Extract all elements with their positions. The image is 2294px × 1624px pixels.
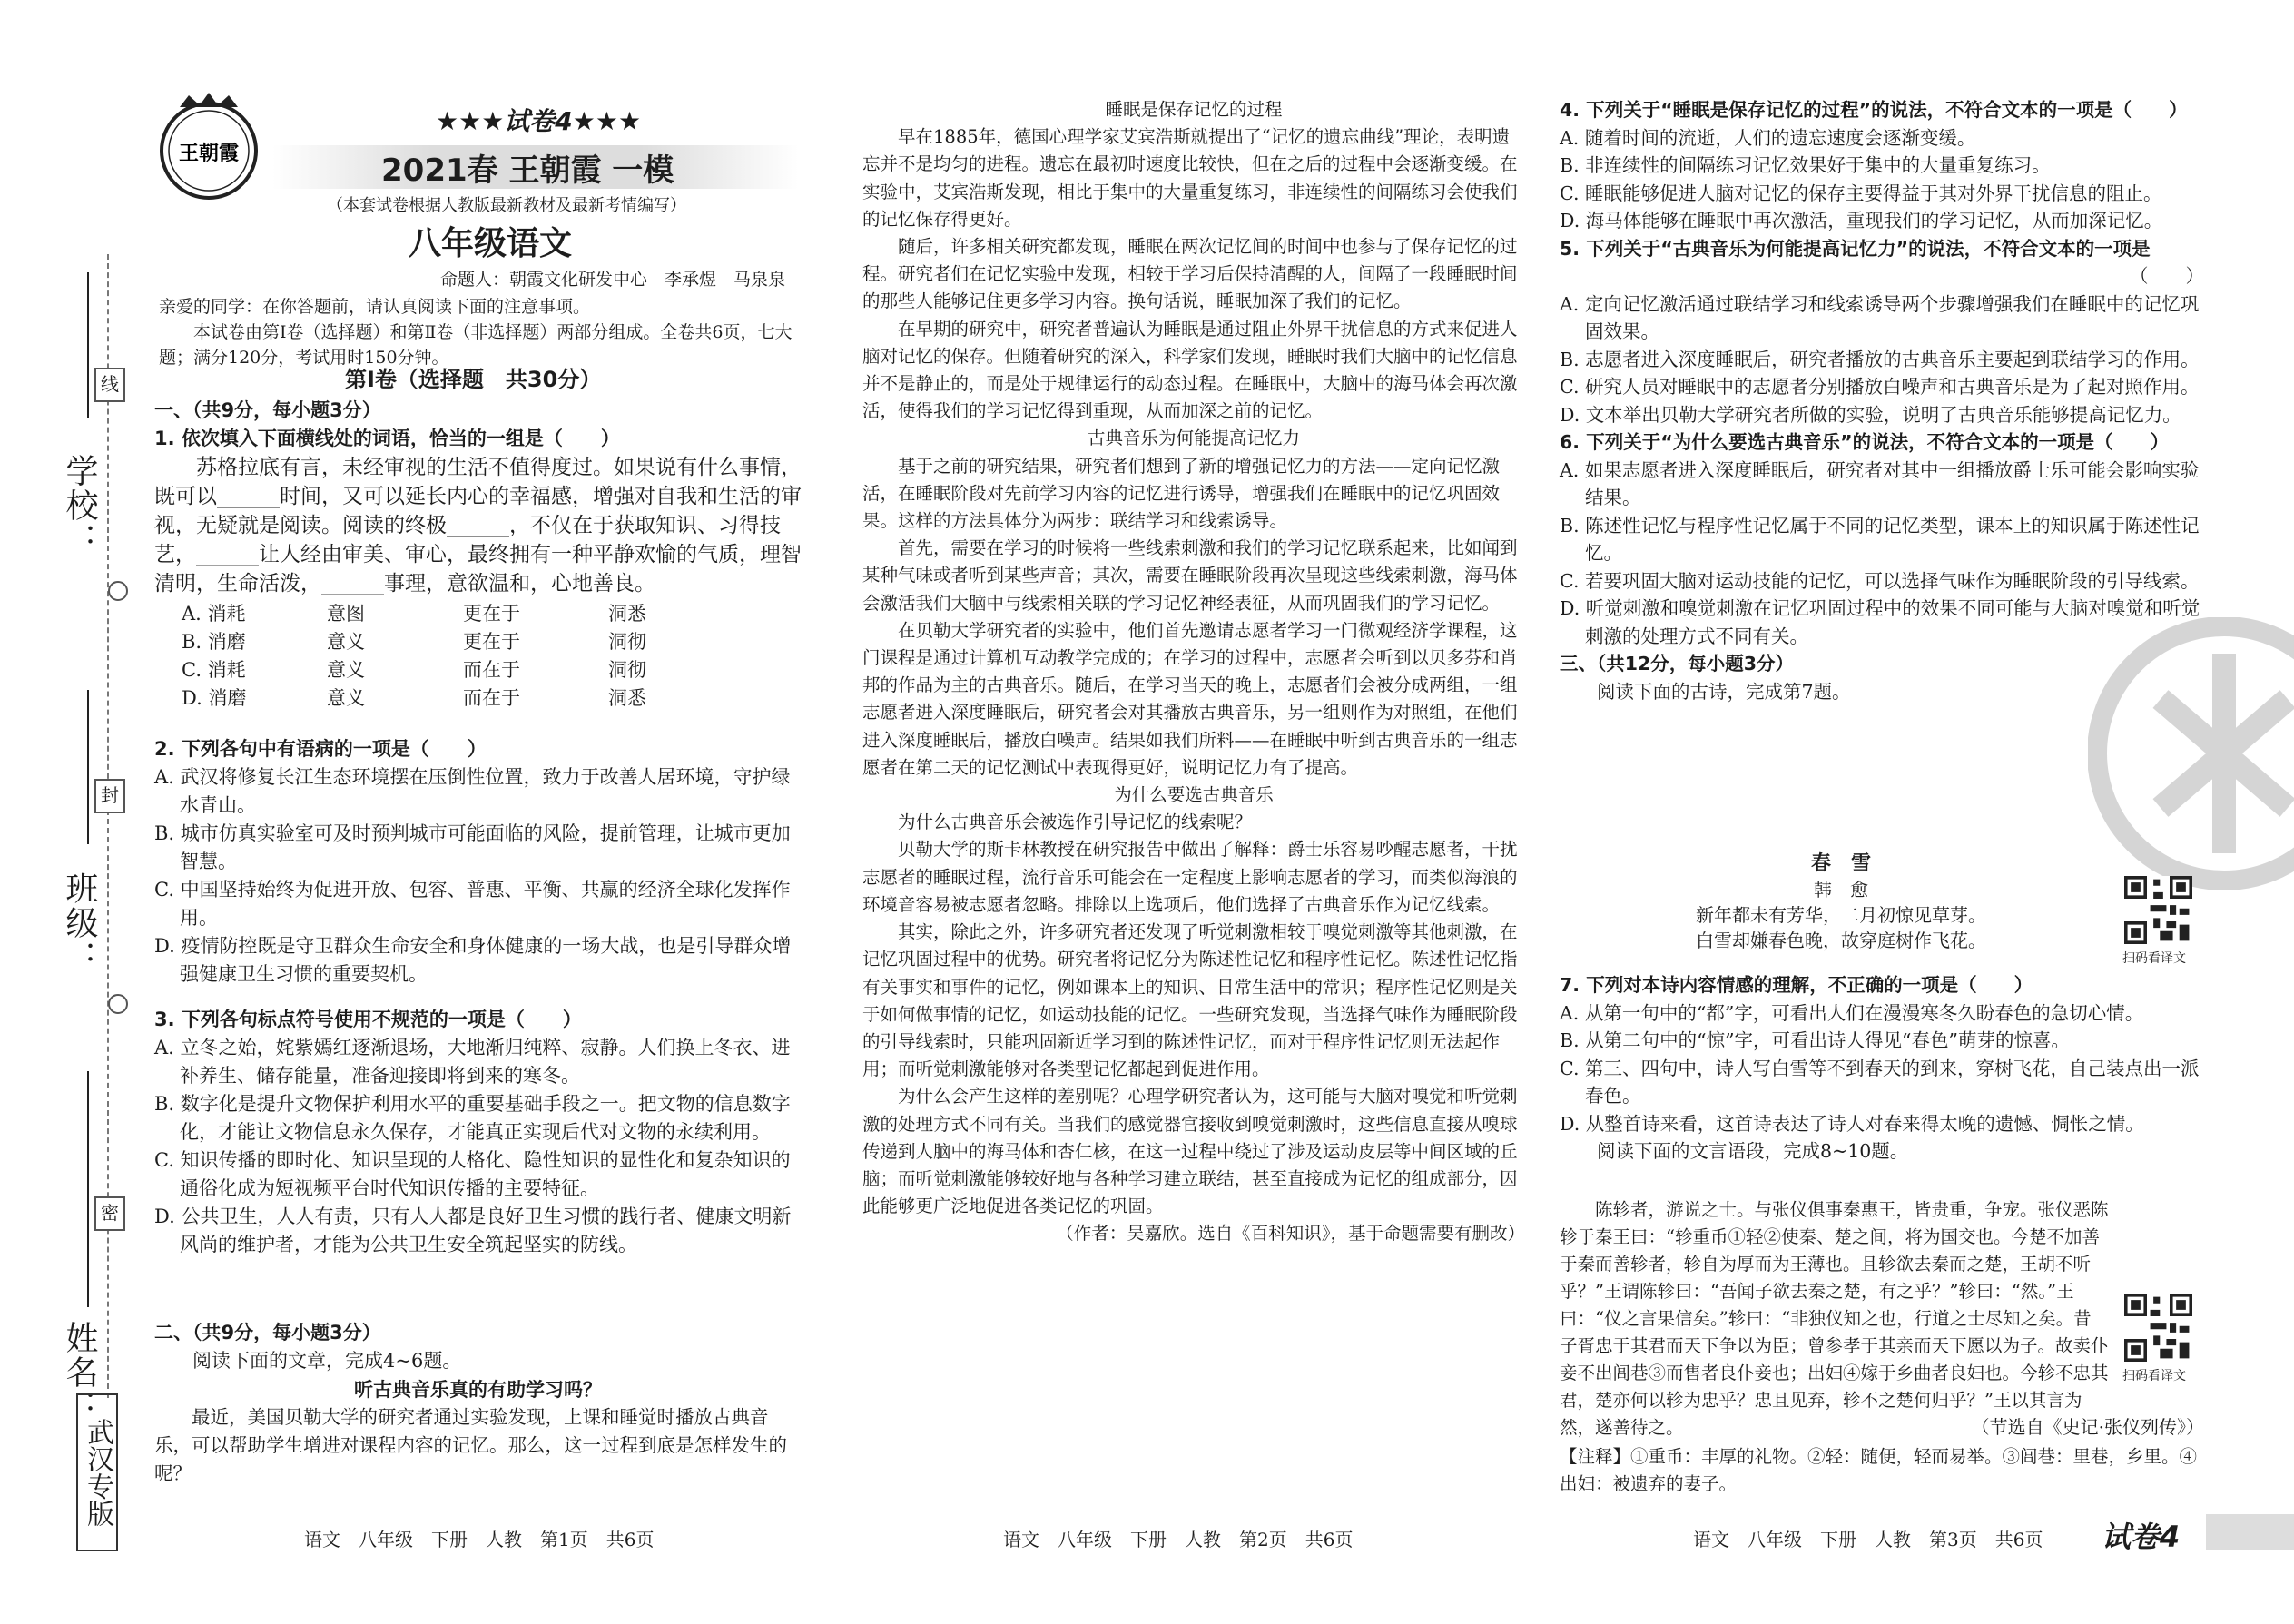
article-paragraph: 其实，除此之外，许多研究者还发现了听觉刺激相较于嗅觉刺激等其他刺激，在记忆巩固过程中的优势。研究者将记忆分为陈述性记忆和程序性记忆。陈述性记忆指有关事实和事件的记忆，例如课本上的知识、日常生活中的常识；程序性记忆则是关于如何做事情的记忆，如运动技能的记忆。一些研究发现，当选择气味作为睡眠阶段的引导线索时，只能巩固新近学习到的陈述性记忆，而对于程序性记忆则无法起作用；而听觉刺激能够对各类型记忆都起到促进作用。 <box>862 921 1518 1080</box>
name-label: 姓名： <box>61 1321 98 1424</box>
article-subheading-1: 睡眠是保存记忆的过程 <box>1105 99 1283 120</box>
questions-4-6 <box>1560 96 2204 705</box>
article-paragraph: 首先，需要在学习的时候将一些线索刺激和我们的学习记忆联系起来，比如闻到某种气味或者听到某些声音；其次，需要在睡眠阶段再次呈现这些线索刺激，海马体会激活我们大脑中与线索相关联的学习记忆神经表征，从而巩固我们的学习记忆。 <box>862 537 1518 614</box>
logo-text: 王朝霞 <box>178 142 240 165</box>
q7-option-b: B. 从第二句中的“惊”字，可看出诗人得见“春色”萌芽的惊喜。 <box>1560 1029 2071 1051</box>
subject-title: 八年级语文 <box>409 225 573 262</box>
question-3 <box>154 1006 803 1259</box>
q1-option-cell: 意图 <box>327 603 365 625</box>
article-intro-paragraph: 最近，美国贝勒大学的研究者通过实验发现，上课和睡觉时播放古典音乐，可以帮助学生增进对课程内容的记忆。那么，这一过程到底是怎样发生的呢？ <box>154 1406 787 1484</box>
section1-heading: 一、（共9分，每小题3分） <box>154 399 381 421</box>
footer-page-1: 语文 八年级 下册 人教 第1页 共6页 <box>304 1529 655 1550</box>
author-line: 命题人：朝霞文化研发中心 李承煜 马泉泉 <box>440 270 786 290</box>
edition-label: 武汉专版 <box>76 1393 118 1551</box>
q1-option-cell: 而在于 <box>463 687 520 709</box>
tag-bar <box>2206 1514 2294 1550</box>
q7-option-d: D. 从整首诗来看，这首诗表达了诗人对春来得太晚的遗憾、惆怅之情。 <box>1560 1112 2144 1135</box>
class-underline <box>87 690 89 844</box>
q1-option-cell: 意义 <box>327 631 365 653</box>
q1-option-cell: 意义 <box>327 659 365 681</box>
q4-stem: 4. 下列关于“睡眠是保存记忆的过程”的说法，不符合文本的一项是（ ） <box>1560 99 2188 121</box>
question-7 <box>1560 971 2204 1166</box>
q1-option-cell: C. 消耗 <box>182 659 246 681</box>
line-mark-feng: 封 <box>94 779 125 813</box>
q1-option-cell: 洞彻 <box>608 631 646 653</box>
footer-page-3: 语文 八年级 下册 人教 第3页 共6页 <box>1693 1529 2043 1550</box>
article-paragraph: 随后，许多相关研究都发现，睡眠在两次记忆间的时间中也参与了保存记忆的过程。研究者们在记忆实验中发现，相较于学习后保持清醒的人，间隔了一段睡眠时间的那些人能够记住更多学习内容。换句话说，睡眠加深了我们的记忆。 <box>862 236 1518 312</box>
poem-author: 韩 愈 <box>1814 879 1868 901</box>
q5-option-c: C. 研究人员对睡眠中的志愿者分别播放白噪声和古典音乐是为了起对照作用。 <box>1560 376 2200 398</box>
section2-instruction: 阅读下面的文章，完成4~6题。 <box>154 1350 462 1372</box>
poem-line: 新年都未有芳华，二月初惊见草芽。 <box>1696 904 1986 926</box>
q2-stem: 2. 下列各句中有语病的一项是（ ） <box>154 738 487 760</box>
article-paragraph: 为什么会产生这样的差别呢？心理学研究者认为，这可能与大脑对嗅觉和听觉刺激的处理方式不同有关。当我们的感觉器官接收到嗅觉刺激时，这些信息直接从嗅球传递到人脑中的海马体和杏仁核，在这一过程中绕过了涉及运动皮层等中间区域的丘脑；而听觉刺激能够较好地与各种学习建立联结，甚至直接成为记忆的组成部分，因此能够更广泛地促进各类记忆的巩固。 <box>862 1086 1518 1217</box>
exam-note: （本套试卷根据人教版最新教材及最新考情编写） <box>327 196 686 215</box>
q1-option-row <box>154 684 803 713</box>
q1-option-cell: 意义 <box>327 687 365 709</box>
exam-instructions: 亲爱的同学：在你答题前，请认真阅读下面的注意事项。 本试卷由第Ⅰ卷（选择题）和第Ⅱ卷（非选择题）两部分组成。全卷共6页，七大题；满分120分，考试用时150分钟。 <box>159 297 793 368</box>
q6-option-d: D. 听觉刺激和嗅觉刺激在记忆巩固过程中的效果不同可能与大脑对嗅觉和听觉刺激的处理方式不同有关。 <box>1560 597 2200 647</box>
article-paragraph: 贝勒大学的斯卡林教授在研究报告中做出了解释：爵士乐容易吵醒志愿者，干扰志愿者的睡眠过程，流行音乐可能会在一定程度上影响志愿者的学习，而类似海浪的环境音容易被志愿者忽略。排除以上选项后，他们选择了古典音乐作为记忆线索。 <box>862 839 1518 915</box>
brand-logo <box>153 91 266 204</box>
q3-option-b: B. 数字化是提升文物保护利用水平的重要基础手段之一。把文物的信息数字化，才能让文物信息永久保存，才能真正实现后代对文物的永续利用。 <box>154 1093 791 1143</box>
article-body <box>862 96 1525 1248</box>
article-paragraph: 基于之前的研究结果，研究者们想到了新的增强记忆力的方法——定向记忆激活，在睡眠阶段对先前学习内容的记忆进行诱导，增强我们在睡眠中的记忆巩固效果。这样的方法具体分为两步：联结学习和线索诱导。 <box>862 455 1501 532</box>
section3-instruction-2: 阅读下面的文言语段，完成8~10题。 <box>1560 1140 1909 1162</box>
question-1 <box>154 425 803 713</box>
class-label: 班级： <box>61 871 98 975</box>
part1-heading: 第Ⅰ卷（选择题 共30分） <box>345 367 602 392</box>
q1-option-row <box>154 656 803 684</box>
q1-option-cell: D. 消磨 <box>182 687 247 709</box>
q1-passage: 苏格拉底有言，未经审视的生活不值得度过。如果说有什么事情，既可以______时间，又可以延长内心的幸福感，增强对自我和生活的审视，无疑就是阅读。阅读的终极______，不仅在于获取知识、习得技艺，______让人经由审美、审心，最终拥有一种平静欢愉的气质，理智清明，生命活泼，______事理，意欲温和，心地善良。 <box>154 456 802 595</box>
q5-option-a: A. 定向记忆激活通过联结学习和线索诱导两个步骤增强我们在睡眠中的记忆巩固效果。 <box>1560 292 2200 342</box>
q5-stem: 5. 下列关于“古典音乐为何能提高记忆力”的说法，不符合文本的一项是 <box>1560 237 2151 260</box>
q1-option-cell: 更在于 <box>463 631 520 653</box>
q1-stem: 1. 依次填入下面横线处的词语，恰当的一组是（ ） <box>154 428 620 449</box>
exam-tag: 试卷4 <box>2102 1520 2181 1554</box>
q2-option-d: D. 疫情防控既是守卫群众生命安全和身体健康的一场大战，也是引导群众增强健康卫生习惯的重要契机。 <box>154 935 792 985</box>
q1-option-cell: 而在于 <box>463 659 520 681</box>
q7-option-a: A. 从第一句中的“都”字，可看出人们在漫漫寒冬久盼春色的急切心情。 <box>1560 1001 2144 1024</box>
q5-option-d: D. 文本举出贝勒大学研究者所做的实验，说明了古典音乐能够提高记忆力。 <box>1560 403 2181 426</box>
classical-passage: 陈轸者，游说之士。与张仪俱事秦惠王，皆贵重，争宠。张仪恶陈轸于秦王曰：“轸重币①轻②使秦、楚之间，将为国交也。今楚不加善于秦而善轸者，轸自为厚而为王薄也。且轸欲去秦而之楚，王胡不听乎？”王谓陈轸曰：“吾闻子欲去秦之楚，有之乎？”轸曰：“然。”王曰：“仪之言果信矣。”轸曰：“非独仪知之也，行道之士尽知之矣。昔子胥忠于其君而天下争以为臣；曾参孝于其亲而天下愿以为子。故卖仆妾不出闾巷③而售者良仆妾也；出妇④嫁于乡曲者良妇也。今轸不忠其君，楚亦何以轸为忠乎？忠且见弃，轸不之楚何归乎？”王以其言为然，遂善待之。 <box>1560 1199 2109 1438</box>
q1-options <box>154 600 803 713</box>
qr-code-icon[interactable] <box>2124 876 2192 944</box>
classical-source: （节选自《史记·张仪列传》） <box>1971 1416 2204 1438</box>
line-mark-xian: 线 <box>94 368 125 402</box>
q1-option-cell: B. 消磨 <box>182 631 246 653</box>
q1-option-cell: A. 消耗 <box>182 603 246 625</box>
name-underline <box>87 1071 89 1307</box>
article-paragraph: 在贝勒大学研究者的实验中，他们首先邀请志愿者学习一门微观经济学课程，这门课程是通过计算机互动教学完成的；在学习的过程中，志愿者会听到以贝多芬和肖邦的作品为主的古典音乐。随后，在学习当天的晚上，志愿者们会被分成两组，一组志愿者进入深度睡眠后，研究者会对其播放古典音乐，另一组则作为对照组，在他们进入深度睡眠后，播放白噪声。结果如我们所料——在睡眠中听到古典音乐的一组志愿者在第二天的记忆测试中表现得更好，说明记忆力有了提高。 <box>862 619 1518 778</box>
q3-option-c: C. 知识传播的即时化、知识呈现的人格化、隐性知识的显性化和复杂知识的通俗化成为短视频平台时代知识传播的主要特征。 <box>154 1149 791 1199</box>
article-paragraph: 在早期的研究中，研究者普遍认为睡眠是通过阻止外界干扰信息的方式来促进人脑对记忆的保存。但随着研究的深入，科学家们发现，睡眠时我们大脑中的记忆信息并不是静止的，而是处于规律运行的动态过程。在睡眠中，大脑中的海马体会再次激活，使得我们的学习记忆得到重现，从而加深之前的记忆。 <box>862 318 1518 422</box>
q4-option-b: B. 非连续性的间隔练习记忆效果好于集中的大量重复练习。 <box>1560 154 2051 176</box>
binding-margin <box>0 0 141 1624</box>
poem <box>1560 851 2122 953</box>
q7-stem: 7. 下列对本诗内容情感的理解，不正确的一项是（ ） <box>1560 974 2033 996</box>
section3-instruction: 阅读下面的古诗，完成第7题。 <box>1560 680 1851 703</box>
article-source: （作者：吴嘉欣。选自《百科知识》，基于命题需要有删改） <box>1056 1223 1525 1245</box>
q2-option-b: B. 城市仿真实验室可及时预判城市可能面临的风险，提前管理，让城市更加智慧。 <box>154 822 791 872</box>
q1-option-row <box>154 600 803 628</box>
section2-heading: 二、（共9分，每小题3分） <box>154 1322 381 1343</box>
q3-stem: 3. 下列各句标点符号使用不规范的一项是（ ） <box>154 1009 582 1030</box>
binding-hole <box>108 581 128 601</box>
annotations: 【注释】①重币：丰厚的礼物。②轻：随便，轻而易举。③闾巷：里巷，乡里。④出妇：被遗弃的妻子。 <box>1560 1446 2198 1494</box>
binding-hole <box>108 994 128 1014</box>
q3-option-a: A. 立冬之始，姹紫嫣红逐渐退场，大地渐归纯粹、寂静。人们换上冬衣、进补养生、储存能量，准备迎接即将到来的寒冬。 <box>154 1037 791 1087</box>
article-subheading-3: 为什么要选古典音乐 <box>1114 784 1274 806</box>
poem-line: 白雪却嫌春色晚，故穿庭树作飞花。 <box>1696 930 1986 951</box>
q1-option-cell: 洞悉 <box>608 603 646 625</box>
q1-option-cell: 洞悉 <box>608 687 646 709</box>
section3-heading: 三、（共12分，每小题3分） <box>1560 653 1795 674</box>
q7-option-c: C. 第三、四句中，诗人写白雪等不到春天的到来，穿树飞花，自己装点出一派春色。 <box>1560 1057 2200 1107</box>
poem-title: 春 雪 <box>1810 852 1871 875</box>
q1-option-row <box>154 628 803 656</box>
q4-option-c: C. 睡眠能够促进人脑对记忆的保存主要得益于其对外界干扰信息的阻止。 <box>1560 182 2162 204</box>
article-subheading-2: 古典音乐为何能提高记忆力 <box>1087 428 1300 449</box>
q5-answer-paren: （ ） <box>2130 265 2204 287</box>
article-paragraph: 早在1885年，德国心理学家艾宾浩斯就提出了“记忆的遗忘曲线”理论，表明遗忘并不是均匀的进程。遗忘在最初时速度比较快，但在之后的过程中会逐渐变缓。在实验中，艾宾浩斯发现，相比于集中的大量重复练习，非连续性的间隔练习会使我们的记忆保存得更好。 <box>862 126 1518 230</box>
q6-option-a: A. 如果志愿者进入深度睡眠后，研究者对其中一组播放爵士乐可能会影响实验结果。 <box>1560 458 2200 508</box>
school-label: 学校： <box>61 454 98 557</box>
exam-title: 2021春 王朝霞 一模 <box>381 153 674 189</box>
q2-option-a: A. 武汉将修复长江生态环境摆在压倒性位置，致力于改善人居环境，守护绿水青山。 <box>154 766 791 816</box>
q1-option-cell: 洞彻 <box>608 659 646 681</box>
school-underline <box>87 272 89 418</box>
qr-label: 扫码看译文 <box>2122 1369 2186 1383</box>
q2-option-c: C. 中国坚持始终为促进开放、包容、普惠、平衡、共赢的经济全球化发挥作用。 <box>154 879 791 929</box>
line-mark-mi: 密 <box>94 1196 125 1231</box>
q6-option-b: B. 陈述性记忆与程序性记忆属于不同的记忆类型，课本上的知识属于陈述性记忆。 <box>1560 514 2200 564</box>
q3-option-d: D. 公共卫生，人人有责，只有人人都是良好卫生习惯的践行者、健康文明新风尚的维护者，才能为公共卫生安全筑起坚实的防线。 <box>154 1206 792 1255</box>
article-title: 听古典音乐真的有助学习吗？ <box>354 1379 602 1401</box>
article-paragraph: 为什么古典音乐会被选作引导记忆的线索呢？ <box>862 812 1253 833</box>
q6-stem: 6. 下列关于“为什么要选古典音乐”的说法，不符合文本的一项是（ ） <box>1560 431 2170 453</box>
q5-option-b: B. 志愿者进入深度睡眠后，研究者播放的古典音乐主要起到联结学习的作用。 <box>1560 348 2200 370</box>
qr-code-icon[interactable] <box>2124 1294 2192 1362</box>
q4-option-a: A. 随着时间的流逝，人们的遗忘速度会逐渐变缓。 <box>1560 126 1976 149</box>
exam-number: ★★★试卷4★★★ <box>436 106 642 136</box>
q6-option-c: C. 若要巩固大脑对运动技能的记忆，可以选择气味作为睡眠阶段的引导线索。 <box>1560 569 2200 592</box>
q4-option-d: D. 海马体能够在睡眠中再次激活，重现我们的学习记忆，从而加深记忆。 <box>1560 210 2163 231</box>
q1-option-cell: 更在于 <box>463 603 520 625</box>
question-2 <box>154 735 803 989</box>
qr-label: 扫码看译文 <box>2122 951 2186 966</box>
footer-page-2: 语文 八年级 下册 人教 第2页 共6页 <box>1003 1529 1354 1550</box>
